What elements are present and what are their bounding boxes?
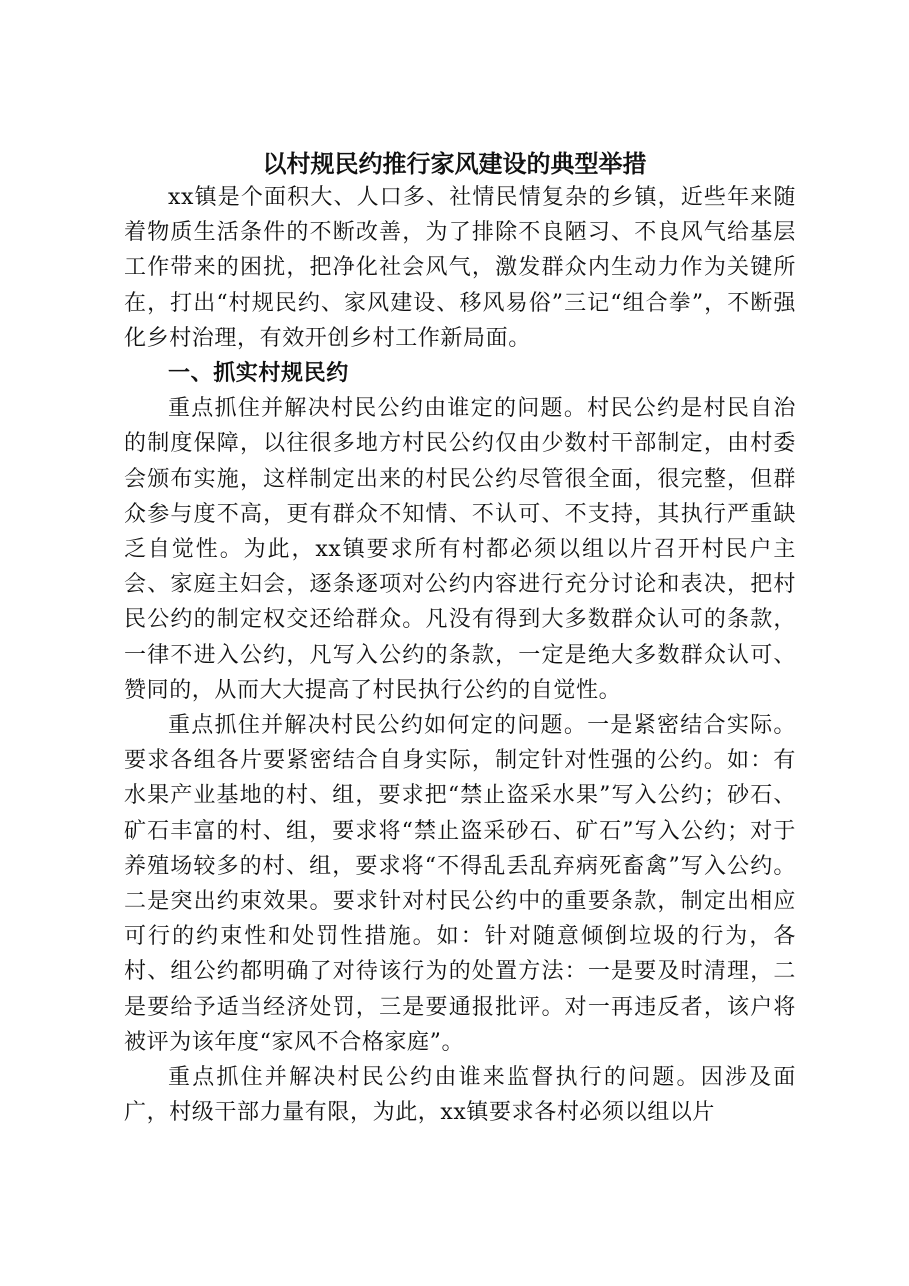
body-paragraph-1: 重点抓住并解决村民公约由谁定的问题。村民公约是村民自治的制度保障，以往很多地方村民公约仅由少数村干部制定，由村委会颁布实施，这样制定出来的村民公约尽管很全面，很完整，但群众参与度不高，更有群众不知情、不认可、不支持，其执行严重缺乏自觉性。为此，xx镇要求所有村都必须以组以片召开村民户主会、家庭主妇会，逐条逐项对公约内容进行充分讨论和表决，把村民公约的制定权交还给群众。凡没有得到大多数群众认可的条款，一律不进入公约，凡写入公约的条款，一定是绝大多数群众认可、赞同的，从而大大提高了村民执行公约的自觉性。 bbox=[124, 396, 796, 703]
intro-paragraph: xx镇是个面积大、人口多、社情民情复杂的乡镇，近些年来随着物质生活条件的不断改善，为了排除不良陋习、不良风气给基层工作带来的困扰，把净化社会风气，激发群众内生动力作为关键所在，打出“村规民约、家风建设、移风易俗”三记“组合拳”，不断强化乡村治理，有效开创乡村工作新局面。 bbox=[124, 185, 796, 351]
section-heading: 一、抓实村规民约 bbox=[168, 361, 349, 387]
document-body bbox=[124, 180, 796, 1130]
document-title: 以村规民约推行家风建设的典型举措 bbox=[262, 149, 647, 178]
body-paragraph-3: 重点抓住并解决村民公约由谁来监督执行的问题。因涉及面广，村级干部力量有限，为此，xx镇要求各村必须以组以片 bbox=[124, 1065, 796, 1126]
body-paragraph-2: 重点抓住并解决村民公约如何定的问题。一是紧密结合实际。要求各组各片要紧密结合自身实际，制定针对性强的公约。如：有水果产业基地的村、组，要求把“禁止盗采水果”写入公约；砂石、矿石丰富的村、组，要求将“禁止盗采砂石、矿石”写入公约；对于养殖场较多的村、组，要求将“不得乱丢乱弃病死畜禽”写入公约。二是突出约束效果。要求针对村民公约中的重要条款，制定出相应可行的约束性和处罚性措施。如：针对随意倾倒垃圾的行为，各村、组公约都明确了对待该行为的处置方法：一是要及时清理，二是要给予适当经济处罚，三是要通报批评。对一再违反者，该户将被评为该年度“家风不合格家庭”。 bbox=[124, 713, 796, 1055]
